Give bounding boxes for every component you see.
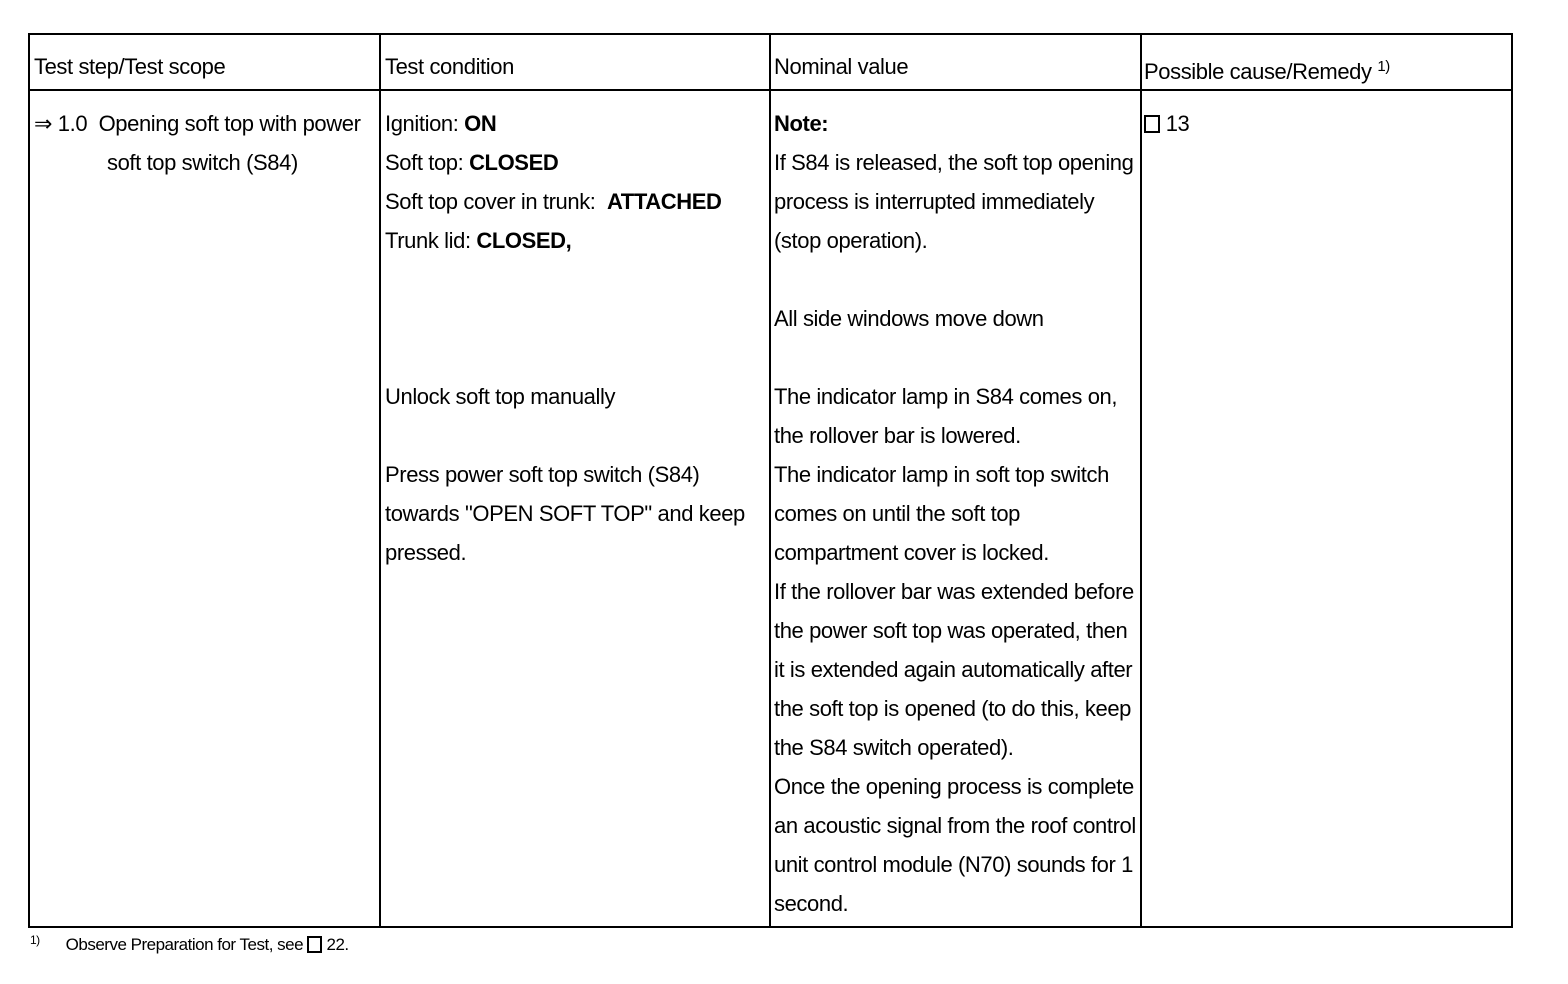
switch-text: compartment cover is locked. xyxy=(774,540,1049,565)
rollover-text: the soft top is opened (to do this, keep xyxy=(774,696,1132,721)
condition-label: Soft top: xyxy=(385,150,470,175)
step-text: Opening soft top with power xyxy=(98,111,361,136)
header-nominal-value: Nominal value xyxy=(774,54,909,79)
header-possible-cause xyxy=(1144,47,1390,91)
column-divider xyxy=(769,35,771,926)
condition-press-3: pressed. xyxy=(385,540,467,565)
column-divider xyxy=(379,35,381,926)
step-text-continued: soft top switch (S84) xyxy=(107,150,298,175)
rollover-text: it is extended again automatically after xyxy=(774,657,1133,682)
page-ref-icon xyxy=(1144,115,1160,133)
condition-soft-top xyxy=(385,143,745,182)
note-line: (stop operation). xyxy=(774,228,928,253)
signal-text: second. xyxy=(774,891,849,916)
condition-value: ATTACHED xyxy=(606,189,722,214)
step-number: 1.0 xyxy=(57,111,88,136)
test-condition-cell xyxy=(385,104,745,572)
header-test-step: Test step/Test scope xyxy=(34,54,226,79)
condition-press-2: towards "OPEN SOFT TOP" and keep xyxy=(385,501,745,526)
footnote-mark: 1) xyxy=(1377,58,1390,75)
remedy-cell xyxy=(1144,104,1189,143)
rollover-text: the power soft top was operated, then xyxy=(774,618,1128,643)
signal-text: an acoustic signal from the roof control xyxy=(774,813,1136,838)
remedy-ref[interactable]: 13 xyxy=(1165,111,1190,136)
footnote xyxy=(30,933,349,955)
condition-ignition xyxy=(385,104,745,143)
nominal-value-cell xyxy=(774,104,1136,923)
note-label: Note: xyxy=(774,111,829,136)
test-step-cell xyxy=(34,104,361,182)
windows-text: All side windows move down xyxy=(774,306,1044,331)
condition-value: ON xyxy=(464,111,497,136)
lamp-text: The indicator lamp in S84 comes on, xyxy=(774,384,1118,409)
condition-value: CLOSED, xyxy=(476,228,572,253)
note-line: If S84 is released, the soft top opening xyxy=(774,150,1134,175)
condition-label: Soft top cover in trunk: xyxy=(385,189,607,214)
condition-trunk xyxy=(385,221,745,260)
column-divider xyxy=(1140,35,1142,926)
condition-press-1: Press power soft top switch (S84) xyxy=(385,462,700,487)
header-test-condition: Test condition xyxy=(385,54,514,79)
test-table xyxy=(28,33,1513,928)
switch-text: comes on until the soft top xyxy=(774,501,1021,526)
note-line: process is interrupted immediately xyxy=(774,189,1095,214)
footnote-ref[interactable]: 22. xyxy=(326,935,349,954)
rollover-text: If the rollover bar was extended before xyxy=(774,579,1134,604)
signal-text: unit control module (N70) sounds for 1 xyxy=(774,852,1133,877)
lamp-text: the rollover bar is lowered. xyxy=(774,423,1021,448)
condition-label: Ignition: xyxy=(385,111,465,136)
signal-text: Once the opening process is complete xyxy=(774,774,1134,799)
footnote-mark: 1) xyxy=(30,933,40,947)
page-ref-icon xyxy=(307,936,322,953)
rollover-text: the S84 switch operated). xyxy=(774,735,1014,760)
condition-label: Trunk lid: xyxy=(385,228,477,253)
condition-cover xyxy=(385,182,745,221)
switch-text: The indicator lamp in soft top switch xyxy=(774,462,1109,487)
arrow-icon: ⇒ xyxy=(34,111,53,136)
condition-value: CLOSED xyxy=(469,150,559,175)
header-possible-cause-label: Possible cause/Remedy xyxy=(1144,59,1372,84)
footnote-text: Observe Preparation for Test, see xyxy=(65,935,304,954)
condition-unlock: Unlock soft top manually xyxy=(385,384,616,409)
